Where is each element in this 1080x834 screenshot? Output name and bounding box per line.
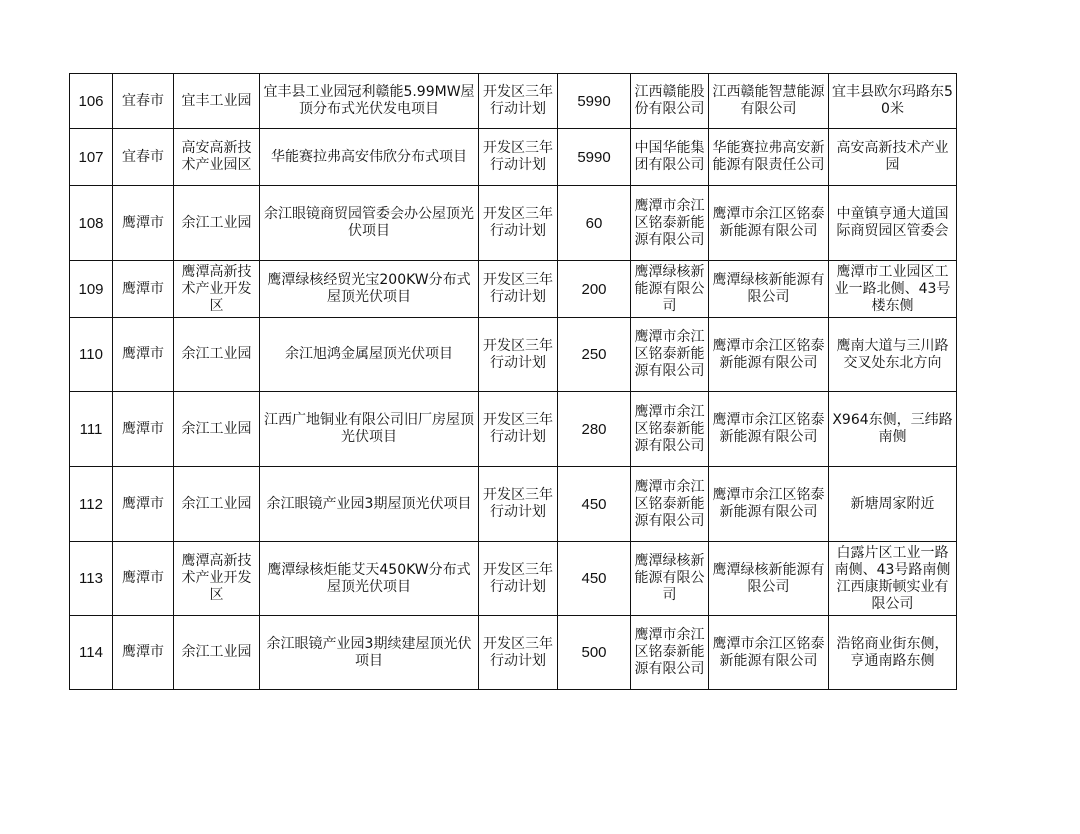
row-number: 113 <box>70 542 113 616</box>
project-name-cell: 鹰潭绿核炬能艾天450KW分布式屋顶光伏项目 <box>260 542 479 616</box>
project-name-cell: 余江眼镜产业园3期屋顶光伏项目 <box>260 467 479 542</box>
capacity-cell: 450 <box>558 467 631 542</box>
city-cell: 鹰潭市 <box>113 318 174 392</box>
investor-cell: 鹰潭市余江区铭泰新能源有限公司 <box>631 392 709 467</box>
city-cell: 鹰潭市 <box>113 616 174 690</box>
location-cell: 新塘周家附近 <box>829 467 957 542</box>
park-cell: 余江工业园 <box>174 616 260 690</box>
project-name-cell: 江西广地铜业有限公司旧厂房屋顶光伏项目 <box>260 392 479 467</box>
investor-cell: 鹰潭市余江区铭泰新能源有限公司 <box>631 318 709 392</box>
table-row <box>70 74 957 129</box>
investor-cell: 鹰潭市余江区铭泰新能源有限公司 <box>631 467 709 542</box>
capacity-cell: 280 <box>558 392 631 467</box>
investor-cell: 鹰潭绿核新能源有限公司 <box>631 542 709 616</box>
capacity-cell: 5990 <box>558 129 631 186</box>
table-row <box>70 392 957 467</box>
source-cell: 开发区三年行动计划 <box>479 318 558 392</box>
row-number: 114 <box>70 616 113 690</box>
investor-cell: 中国华能集团有限公司 <box>631 129 709 186</box>
capacity-cell: 5990 <box>558 74 631 129</box>
row-number: 109 <box>70 261 113 318</box>
city-cell: 鹰潭市 <box>113 261 174 318</box>
owner-cell: 鹰潭市余江区铭泰新能源有限公司 <box>709 186 829 261</box>
project-table <box>69 73 957 690</box>
park-cell: 宜丰工业园 <box>174 74 260 129</box>
source-cell: 开发区三年行动计划 <box>479 467 558 542</box>
table-row <box>70 542 957 616</box>
source-cell: 开发区三年行动计划 <box>479 542 558 616</box>
capacity-cell: 500 <box>558 616 631 690</box>
park-cell: 鹰潭高新技术产业开发区 <box>174 542 260 616</box>
location-cell: 白露片区工业一路南侧、43号路南侧江西康斯顿实业有限公司 <box>829 542 957 616</box>
row-number: 111 <box>70 392 113 467</box>
owner-cell: 鹰潭市余江区铭泰新能源有限公司 <box>709 392 829 467</box>
project-name-cell: 鹰潭绿核经贸光宝200KW分布式屋顶光伏项目 <box>260 261 479 318</box>
owner-cell: 江西赣能智慧能源有限公司 <box>709 74 829 129</box>
investor-cell: 鹰潭市余江区铭泰新能源有限公司 <box>631 186 709 261</box>
project-name-cell: 华能赛拉弗高安伟欣分布式项目 <box>260 129 479 186</box>
location-cell: 宜丰县欧尔玛路东50米 <box>829 74 957 129</box>
source-cell: 开发区三年行动计划 <box>479 392 558 467</box>
city-cell: 鹰潭市 <box>113 392 174 467</box>
owner-cell: 鹰潭绿核新能源有限公司 <box>709 542 829 616</box>
park-cell: 鹰潭高新技术产业开发区 <box>174 261 260 318</box>
location-cell: 高安高新技术产业园 <box>829 129 957 186</box>
owner-cell: 鹰潭市余江区铭泰新能源有限公司 <box>709 467 829 542</box>
park-cell: 余江工业园 <box>174 392 260 467</box>
location-cell: 鹰南大道与三川路交叉处东北方向 <box>829 318 957 392</box>
source-cell: 开发区三年行动计划 <box>479 261 558 318</box>
city-cell: 宜春市 <box>113 129 174 186</box>
city-cell: 鹰潭市 <box>113 467 174 542</box>
project-name-cell: 宜丰县工业园冠利赣能5.99MW屋顶分布式光伏发电项目 <box>260 74 479 129</box>
owner-cell: 鹰潭市余江区铭泰新能源有限公司 <box>709 318 829 392</box>
owner-cell: 鹰潭市余江区铭泰新能源有限公司 <box>709 616 829 690</box>
owner-cell: 鹰潭绿核新能源有限公司 <box>709 261 829 318</box>
location-cell: 中童镇亨通大道国际商贸园区管委会 <box>829 186 957 261</box>
location-cell: 浩铭商业街东侧，亨通南路东侧 <box>829 616 957 690</box>
project-name-cell: 余江旭鸿金属屋顶光伏项目 <box>260 318 479 392</box>
source-cell: 开发区三年行动计划 <box>479 616 558 690</box>
location-cell: 鹰潭市工业园区工业一路北侧、43号楼东侧 <box>829 261 957 318</box>
park-cell: 余江工业园 <box>174 318 260 392</box>
project-name-cell: 余江眼镜产业园3期续建屋顶光伏项目 <box>260 616 479 690</box>
source-cell: 开发区三年行动计划 <box>479 74 558 129</box>
row-number: 110 <box>70 318 113 392</box>
capacity-cell: 450 <box>558 542 631 616</box>
owner-cell: 华能赛拉弗高安新能源有限责任公司 <box>709 129 829 186</box>
capacity-cell: 250 <box>558 318 631 392</box>
row-number: 108 <box>70 186 113 261</box>
table-body <box>70 74 957 690</box>
row-number: 112 <box>70 467 113 542</box>
park-cell: 余江工业园 <box>174 186 260 261</box>
investor-cell: 江西赣能股份有限公司 <box>631 74 709 129</box>
capacity-cell: 60 <box>558 186 631 261</box>
park-cell: 高安高新技术产业园区 <box>174 129 260 186</box>
park-cell: 余江工业园 <box>174 467 260 542</box>
table-row <box>70 467 957 542</box>
table-row <box>70 261 957 318</box>
project-name-cell: 余江眼镜商贸园管委会办公屋顶光伏项目 <box>260 186 479 261</box>
location-cell: X964东侧，三纬路南侧 <box>829 392 957 467</box>
city-cell: 鹰潭市 <box>113 186 174 261</box>
table-row <box>70 318 957 392</box>
row-number: 106 <box>70 74 113 129</box>
source-cell: 开发区三年行动计划 <box>479 129 558 186</box>
investor-cell: 鹰潭市余江区铭泰新能源有限公司 <box>631 616 709 690</box>
table-row <box>70 129 957 186</box>
table-row <box>70 616 957 690</box>
city-cell: 宜春市 <box>113 74 174 129</box>
capacity-cell: 200 <box>558 261 631 318</box>
city-cell: 鹰潭市 <box>113 542 174 616</box>
row-number: 107 <box>70 129 113 186</box>
source-cell: 开发区三年行动计划 <box>479 186 558 261</box>
investor-cell: 鹰潭绿核新能源有限公司 <box>631 261 709 318</box>
table-row <box>70 186 957 261</box>
